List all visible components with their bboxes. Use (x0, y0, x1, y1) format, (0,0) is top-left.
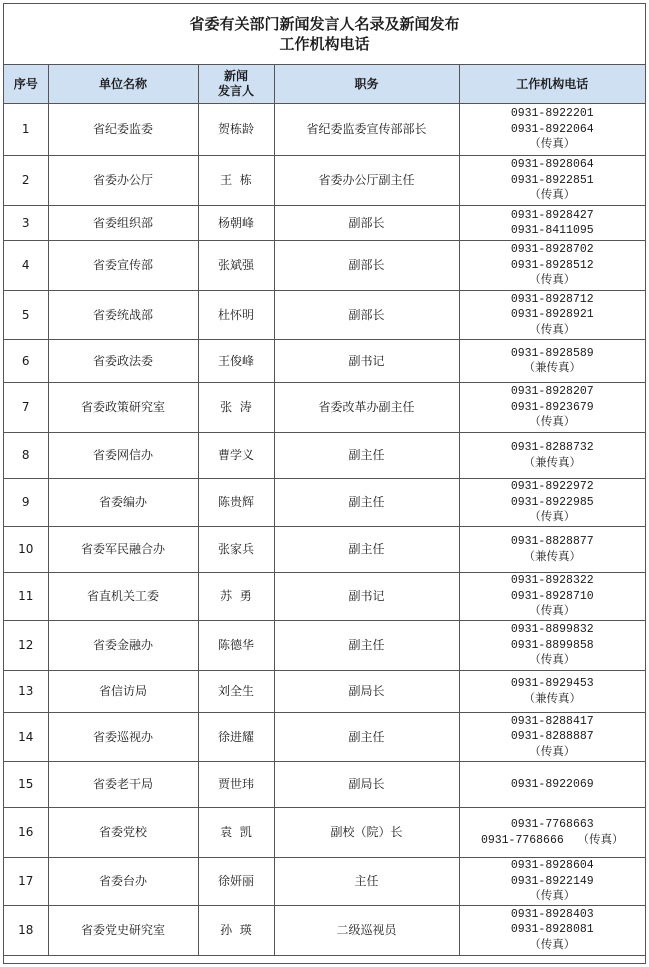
phone-line: （传真） (529, 511, 576, 525)
table-row (4, 905, 645, 955)
phone-line: 0931-8928710 (510, 589, 594, 603)
directory-sheet (3, 3, 646, 964)
phone-line: 0931-8828877 (510, 535, 594, 548)
phone-line: 0931-7768666 （传真） (480, 833, 624, 847)
table-row (4, 573, 645, 621)
row-phone (459, 340, 645, 383)
phone-line: 0931-8928589 (510, 346, 594, 360)
phone-line: 0931-8288417 (510, 714, 594, 728)
phone-line: 0931-8928064 (510, 158, 594, 172)
phone-line: （兼传真） (523, 456, 581, 470)
row-spokesperson: 王 栋 (198, 156, 274, 206)
row-spokesperson: 陈贵辉 (198, 479, 274, 527)
phone-line: （传真） (529, 416, 576, 430)
phone-line: 0931-8288887 (510, 730, 594, 744)
row-unit: 省委办公厅 (48, 156, 198, 206)
row-phone (459, 527, 645, 573)
row-seq: 11 (4, 573, 48, 621)
row-seq: 2 (4, 156, 48, 206)
table-row (4, 104, 645, 156)
row-seq: 12 (4, 621, 48, 671)
row-phone (459, 671, 645, 713)
row-seq: 13 (4, 671, 48, 713)
row-phone (459, 104, 645, 156)
row-position: 副局长 (274, 671, 459, 713)
row-phone (459, 479, 645, 527)
phone-line: 0931-8928702 (510, 243, 594, 257)
row-unit: 省委统战部 (48, 291, 198, 340)
directory-table (4, 65, 645, 956)
row-phone (459, 156, 645, 206)
title-line-2: 工作机构电话 (279, 35, 370, 53)
row-seq: 14 (4, 713, 48, 762)
row-unit: 省纪委监委 (48, 104, 198, 156)
row-spokesperson: 陈德华 (198, 621, 274, 671)
row-position: 副主任 (274, 621, 459, 671)
row-phone (459, 762, 645, 808)
phone-line: （传真） (529, 138, 576, 152)
phone-line: 0931-8928512 (510, 258, 594, 272)
row-phone (459, 291, 645, 340)
row-position: 副主任 (274, 479, 459, 527)
row-phone (459, 433, 645, 479)
phone-line: 0931-8922149 (510, 874, 594, 888)
row-unit: 省委宣传部 (48, 241, 198, 291)
row-seq: 17 (4, 858, 48, 906)
header-spokesperson (198, 65, 274, 104)
phone-line: 0931-8928207 (510, 385, 594, 399)
table-row (4, 858, 645, 906)
table-row (4, 156, 645, 206)
row-spokesperson: 王俊峰 (198, 340, 274, 383)
row-phone (459, 206, 645, 241)
row-position: 二级巡视员 (274, 905, 459, 955)
row-unit: 省直机关工委 (48, 573, 198, 621)
row-position: 副书记 (274, 340, 459, 383)
phone-line: 0931-8922985 (510, 495, 594, 509)
phone-line: 0931-8922064 (510, 122, 594, 136)
phone-line: （兼传真） (523, 362, 581, 375)
row-seq: 16 (4, 808, 48, 858)
phone-line: （传真） (529, 745, 576, 759)
header-phone: 工作机构电话 (459, 65, 645, 104)
header-row (4, 65, 645, 104)
row-unit: 省委网信办 (48, 433, 198, 479)
row-position: 省委办公厅副主任 (274, 156, 459, 206)
row-unit: 省信访局 (48, 671, 198, 713)
row-seq: 7 (4, 383, 48, 433)
header-position: 职务 (274, 65, 459, 104)
row-position: 副部长 (274, 241, 459, 291)
row-seq: 5 (4, 291, 48, 340)
table-row (4, 383, 645, 433)
row-spokesperson: 张家兵 (198, 527, 274, 573)
table-row (4, 433, 645, 479)
row-spokesperson: 徐进耀 (198, 713, 274, 762)
phone-line: 0931-8928403 (510, 907, 594, 921)
phone-line: 0931-8288732 (510, 441, 594, 454)
row-spokesperson: 杜怀明 (198, 291, 274, 340)
row-spokesperson: 杨朝峰 (198, 206, 274, 241)
row-spokesperson: 孙 瑛 (198, 905, 274, 955)
row-spokesperson: 袁 凯 (198, 808, 274, 858)
row-spokesperson: 张 涛 (198, 383, 274, 433)
phone-line: （传真） (529, 890, 576, 903)
table-row (4, 206, 645, 241)
row-position: 副主任 (274, 527, 459, 573)
row-seq: 3 (4, 206, 48, 241)
phone-line: （兼传真） (523, 550, 581, 564)
table-row (4, 527, 645, 573)
table-row (4, 621, 645, 671)
row-seq: 8 (4, 433, 48, 479)
row-phone (459, 241, 645, 291)
phone-line: 0931-8928921 (510, 308, 594, 322)
row-unit: 省委党史研究室 (48, 905, 198, 955)
phone-line: （传真） (529, 189, 576, 203)
document-title (4, 4, 645, 65)
row-position: 副部长 (274, 291, 459, 340)
row-phone (459, 573, 645, 621)
row-phone (459, 858, 645, 906)
phone-line: （传真） (529, 938, 576, 952)
phone-line: 0931-8411095 (510, 224, 594, 237)
row-seq: 9 (4, 479, 48, 527)
phone-line: （兼传真） (523, 692, 581, 706)
header-seq: 序号 (4, 65, 48, 104)
phone-line: 0931-8923679 (510, 400, 594, 414)
phone-line: 0931-8928322 (510, 574, 594, 588)
row-seq: 10 (4, 527, 48, 573)
row-unit: 省委政策研究室 (48, 383, 198, 433)
row-seq: 15 (4, 762, 48, 808)
row-position: 副校（院）长 (274, 808, 459, 858)
table-row (4, 713, 645, 762)
row-spokesperson: 贺栋龄 (198, 104, 274, 156)
row-phone (459, 621, 645, 671)
phone-line: 0931-8928427 (510, 208, 594, 222)
table-row (4, 340, 645, 383)
phone-line: （传真） (529, 605, 576, 619)
row-unit: 省委巡视办 (48, 713, 198, 762)
row-spokesperson: 刘全生 (198, 671, 274, 713)
table-row (4, 241, 645, 291)
phone-line: 0931-8922851 (510, 173, 594, 187)
row-position: 省委改革办副主任 (274, 383, 459, 433)
phone-line: 0931-8899832 (510, 623, 594, 637)
phone-line: 0931-8928604 (510, 859, 594, 872)
table-body (4, 104, 645, 956)
phone-line: 0931-8929453 (510, 677, 594, 690)
row-seq: 18 (4, 905, 48, 955)
phone-line: 0931-8928081 (510, 923, 594, 937)
phone-line: 0931-8899858 (510, 638, 594, 652)
row-position: 主任 (274, 858, 459, 906)
row-seq: 4 (4, 241, 48, 291)
phone-line: （传真） (529, 654, 576, 668)
table-row (4, 479, 645, 527)
row-position: 副主任 (274, 713, 459, 762)
header-spokesperson-line2: 发言人 (217, 84, 254, 98)
phone-line: 0931-8922069 (510, 777, 594, 791)
row-phone (459, 905, 645, 955)
table-row (4, 291, 645, 340)
row-seq: 1 (4, 104, 48, 156)
row-unit: 省委编办 (48, 479, 198, 527)
title-line-1: 省委有关部门新闻发言人名录及新闻发布 (189, 15, 460, 33)
row-unit: 省委组织部 (48, 206, 198, 241)
phone-line: （传真） (529, 323, 576, 337)
row-position: 副局长 (274, 762, 459, 808)
row-unit: 省委军民融合办 (48, 527, 198, 573)
row-spokesperson: 徐妍丽 (198, 858, 274, 906)
row-seq: 6 (4, 340, 48, 383)
row-phone (459, 713, 645, 762)
row-unit: 省委金融办 (48, 621, 198, 671)
row-position: 副部长 (274, 206, 459, 241)
phone-line: 0931-7768663 (510, 818, 594, 831)
row-unit: 省委政法委 (48, 340, 198, 383)
phone-line: 0931-8922972 (510, 480, 594, 494)
table-row (4, 808, 645, 858)
row-spokesperson: 苏 勇 (198, 573, 274, 621)
table-row (4, 762, 645, 808)
header-unit: 单位名称 (48, 65, 198, 104)
row-spokesperson: 曹学义 (198, 433, 274, 479)
row-unit: 省委台办 (48, 858, 198, 906)
row-phone (459, 808, 645, 858)
row-position: 副书记 (274, 573, 459, 621)
row-position: 省纪委监委宣传部部长 (274, 104, 459, 156)
row-unit: 省委党校 (48, 808, 198, 858)
phone-line: 0931-8928712 (510, 292, 594, 306)
row-phone (459, 383, 645, 433)
header-spokesperson-line1: 新闻 (223, 69, 248, 83)
row-spokesperson: 张斌强 (198, 241, 274, 291)
row-position: 副主任 (274, 433, 459, 479)
table-row (4, 671, 645, 713)
phone-line: 0931-8922201 (510, 107, 594, 121)
phone-line: （传真） (529, 274, 576, 288)
row-spokesperson: 贾世玮 (198, 762, 274, 808)
row-unit: 省委老干局 (48, 762, 198, 808)
